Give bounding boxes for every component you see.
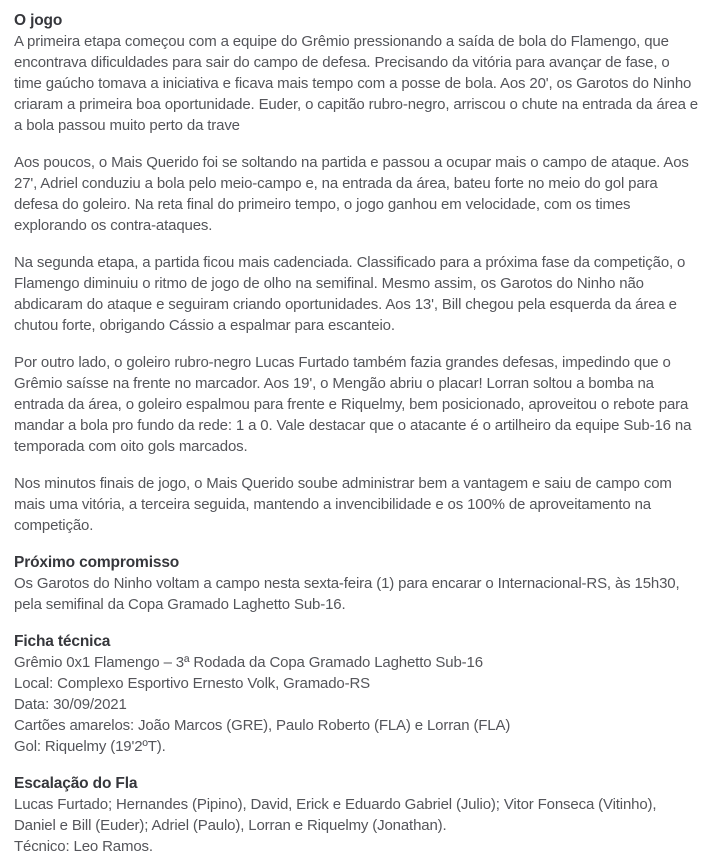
venue-line: Local: Complexo Esportivo Ernesto Volk, Gramado-RS (14, 675, 370, 692)
paragraph: A primeira etapa começou com a equipe do Grêmio pressionando a saída de bola do Flamengo, que encontrava dificuldades para sair do campo de defesa. Precisando da vitória para avançar de fase, o time gaúcho tomava a iniciativa e ficava mais tempo com a posse de bola. Aos 20', os Garotos do Ninho criaram a primeira boa oportunidade. Euder, o capitão rubro-negro, arriscou o chute na entrada da área e a bola passou muito perto da trave (14, 33, 698, 134)
goal-line: Gol: Riquelmy (19'2ºT). (14, 738, 166, 755)
section-heading-ficha-tecnica: Ficha técnica (14, 633, 111, 650)
section-heading-o-jogo: O jogo (14, 12, 63, 29)
yellow-cards-line: Cartões amarelos: João Marcos (GRE), Paulo Roberto (FLA) e Lorran (FLA) (14, 717, 511, 734)
section-heading-escalacao-do-fla: Escalação do Fla (14, 775, 138, 792)
scoreline: Grêmio 0x1 Flamengo – 3ª Rodada da Copa Gramado Laghetto Sub-16 (14, 654, 483, 671)
paragraph: Na segunda etapa, a partida ficou mais cadenciada. Classificado para a próxima fase da competição, o Flamengo diminuiu o ritmo de jogo de olho na semifinal. Mesmo assim, os Garotos do Ninho não abdicaram do ataque e seguiram criando oportunidades. Aos 13', Bill chegou pela esquerda da área e chutou forte, obrigando Cássio a espalmar para escanteio. (14, 254, 686, 334)
paragraph: Aos poucos, o Mais Querido foi se soltando na partida e passou a ocupar mais o campo de ataque. Aos 27', Adriel conduziu a bola pelo meio-campo e, na entrada da área, bateu forte no meio do gol para defesa do goleiro. Na reta final do primeiro tempo, o jogo ganhou em velocidade, com os times explorando os contra-ataques. (14, 154, 689, 234)
paragraph: Os Garotos do Ninho voltam a campo nesta sexta-feira (1) para encarar o Internacional-RS, às 15h30, pela semifinal da Copa Gramado Laghetto Sub-16. (14, 575, 680, 613)
section-heading-proximo-compromisso: Próximo compromisso (14, 554, 180, 571)
date-line: Data: 30/09/2021 (14, 696, 127, 713)
paragraph: Por outro lado, o goleiro rubro-negro Lucas Furtado também fazia grandes defesas, impedindo que o Grêmio saísse na frente no marcador. Aos 19', o Mengão abriu o placar! Lorran soltou a bomba na entrada da área, o goleiro espalmou para frente e Riquelmy, bem posicionado, aproveitou o rebote para mandar a bola pro fundo da rede: 1 a 0. Vale destacar que o atacante é o artilheiro da equipe Sub-16 na temporada com oito gols marcados. (14, 354, 692, 455)
lineup-block (14, 794, 698, 857)
paragraph: Nos minutos finais de jogo, o Mais Querido soube administrar bem a vantagem e saiu de campo com mais uma vitória, a terceira seguida, mantendo a invencibilidade e os 100% de aproveitamento na competição. (14, 475, 672, 534)
coach-line: Técnico: Leo Ramos. (14, 838, 153, 855)
lineup-line: Lucas Furtado; Hernandes (Pipino), David, Erick e Eduardo Gabriel (Julio); Vitor Fonseca (Vitinho), Daniel e Bill (Euder); Adriel (Paulo), Lorran e Riquelmy (Jonathan). (14, 796, 657, 834)
match-fact-sheet (14, 652, 698, 757)
